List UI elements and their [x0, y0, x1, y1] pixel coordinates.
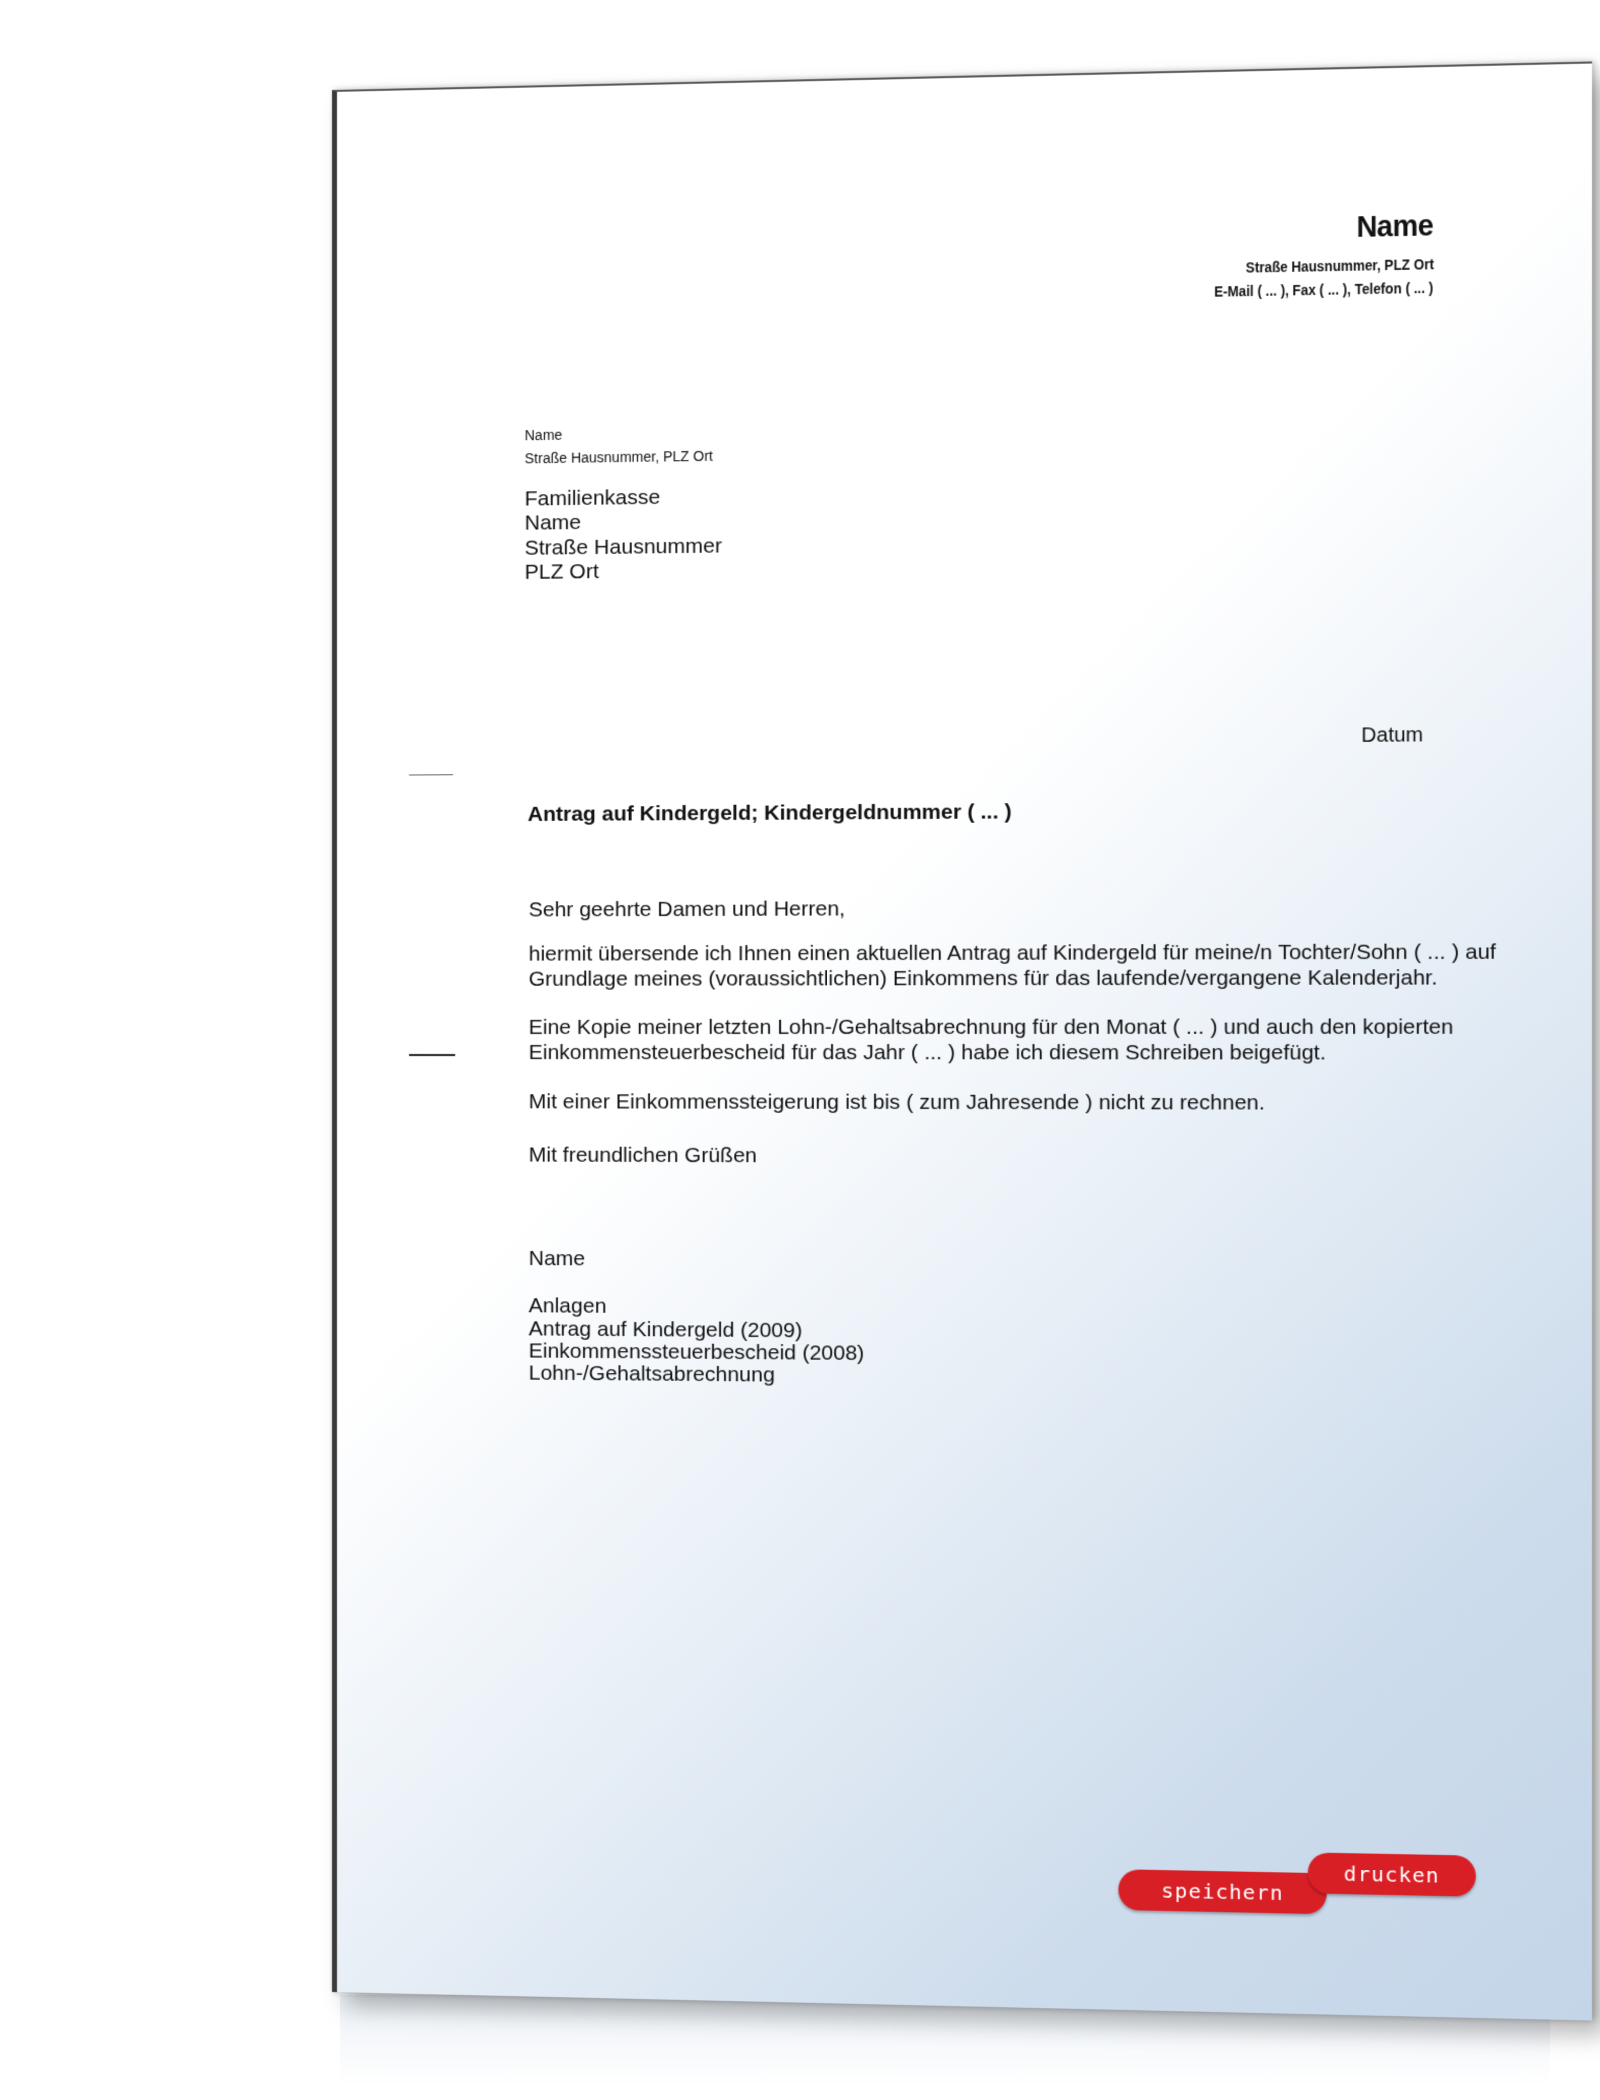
attachments-heading: Anlagen	[528, 1294, 607, 1318]
print-button[interactable]: drucken	[1308, 1852, 1476, 1896]
attachment-item-3: Lohn-/Gehaltsabrechnung	[528, 1361, 775, 1387]
attachment-item-1: Antrag auf Kindergeld (2009)	[528, 1317, 803, 1343]
return-address: Straße Hausnummer, PLZ Ort	[524, 447, 713, 467]
fold-mark-middle	[409, 1054, 455, 1056]
salutation: Sehr geehrte Damen und Herren,	[528, 897, 846, 922]
save-button[interactable]: speichern	[1118, 1869, 1326, 1914]
recipient-line-4: PLZ Ort	[524, 559, 599, 584]
letter-date: Datum	[1361, 723, 1424, 747]
paragraph-2-line-1: Eine Kopie meiner letzten Lohn-/Gehaltsabrechnung für den Monat ( ... ) und auch den kopierten	[528, 1015, 1454, 1039]
letter-subject: Antrag auf Kindergeld; Kindergeldnummer ( ... )	[527, 800, 1012, 827]
sender-name: Name	[1356, 208, 1434, 245]
return-name: Name	[524, 426, 563, 444]
letter-sheet	[332, 61, 1592, 2020]
paragraph-2-line-2: Einkommensteuerbescheid für das Jahr ( ... ) habe ich diesem Schreiben beigefügt.	[528, 1041, 1326, 1065]
sender-address: Straße Hausnummer, PLZ Ort	[1245, 255, 1434, 276]
recipient-line-2: Name	[524, 510, 582, 535]
closing: Mit freundlichen Grüßen	[528, 1143, 757, 1168]
recipient-line-1: Familienkasse	[524, 485, 661, 511]
recipient-line-3: Straße Hausnummer	[524, 534, 722, 560]
sender-contact: E-Mail ( ... ), Fax ( ... ), Telefon ( ... )	[1214, 279, 1434, 300]
signature-name: Name	[528, 1246, 586, 1271]
fold-mark-top	[409, 774, 453, 775]
attachment-item-2: Einkommenssteuerbescheid (2008)	[528, 1339, 865, 1366]
paragraph-1-line-2: Grundlage meines (voraussichtlichen) Einkommens für das laufende/vergangene Kalenderjahr.	[528, 966, 1438, 991]
paragraph-1-line-1: hiermit übersende ich Ihnen einen aktuellen Antrag auf Kindergeld für meine/n Tochter/Sohn ( ... ) auf	[528, 940, 1497, 966]
paragraph-3-line-1: Mit einer Einkommenssteigerung ist bis ( zum Jahresende ) nicht zu rechnen.	[528, 1090, 1265, 1115]
